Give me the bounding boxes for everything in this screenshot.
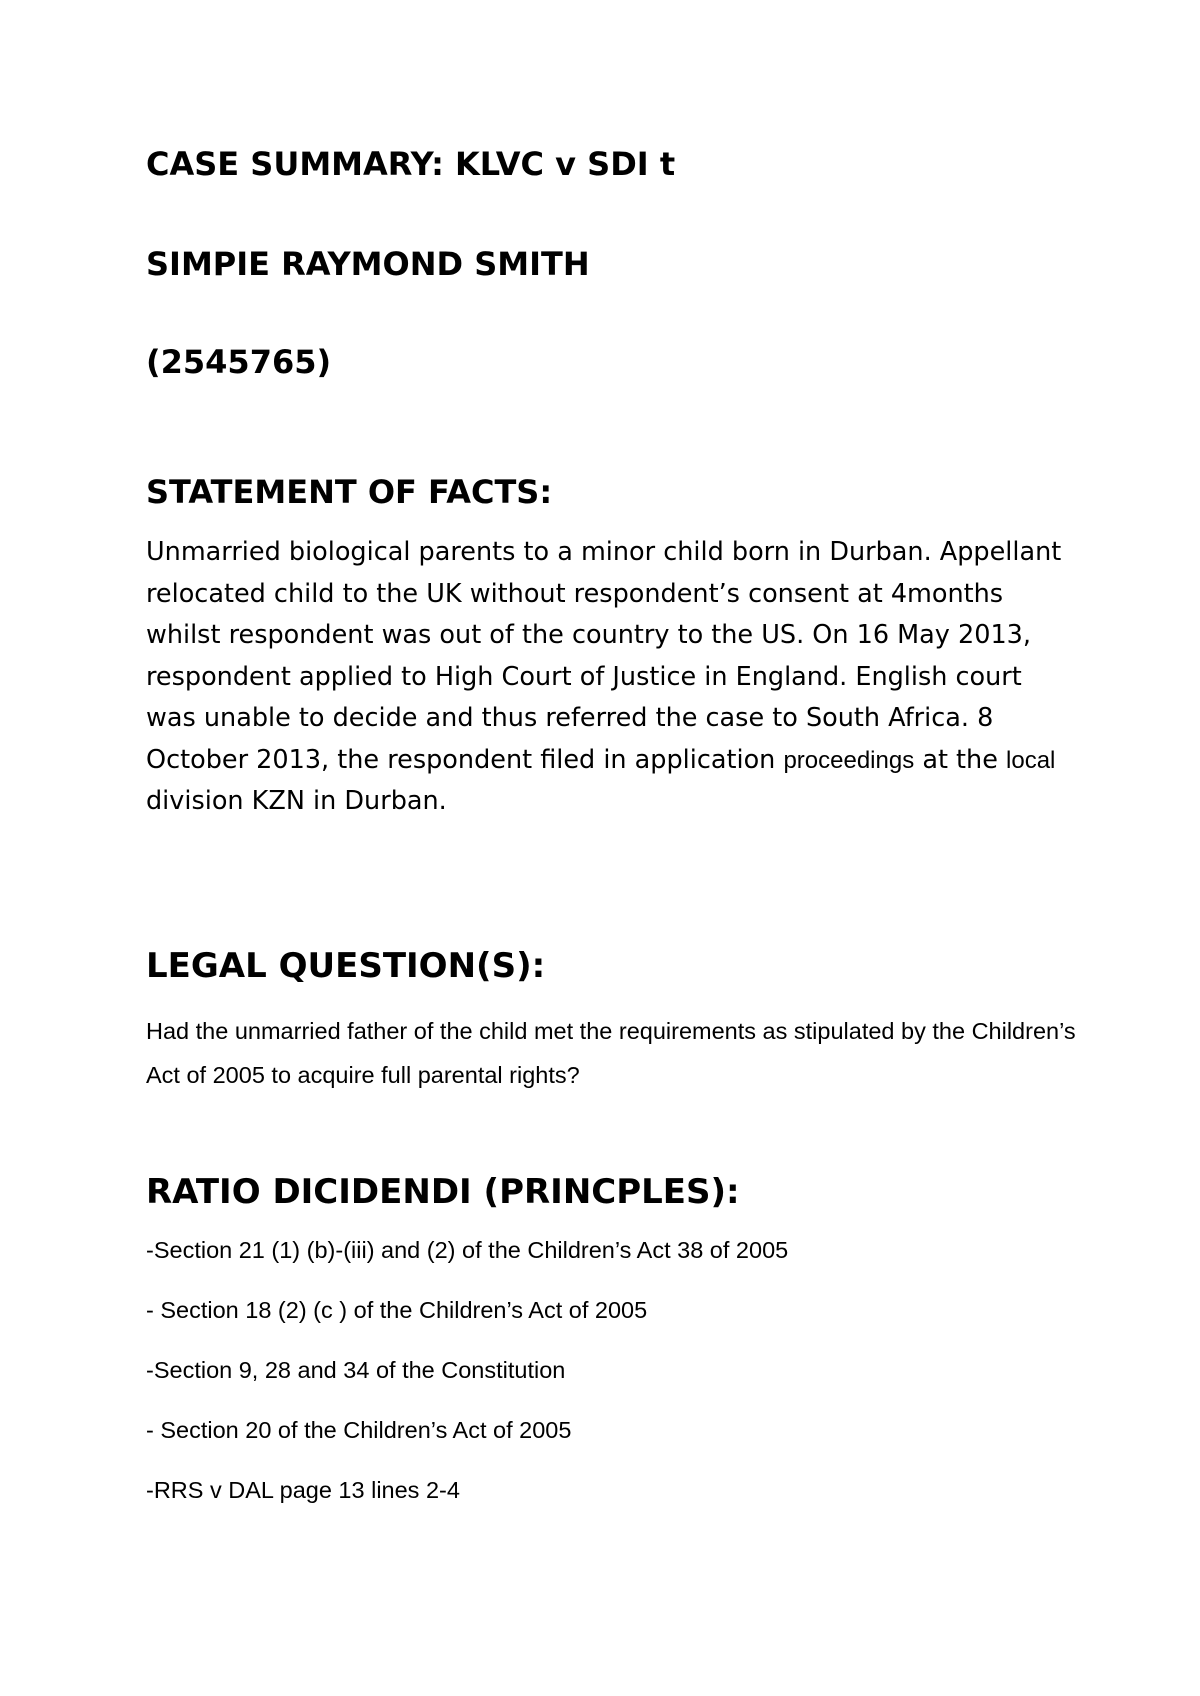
ratio-list <box>146 1236 788 1536</box>
facts-heading: STATEMENT OF FACTS: <box>146 473 553 511</box>
facts-paragraph <box>146 532 1076 823</box>
ratio-item: - Section 20 of the Children’s Act of 2005 <box>146 1417 572 1443</box>
ratio-item: -Section 9, 28 and 34 of the Constitution <box>146 1357 566 1383</box>
legal-questions-paragraph: Had the unmarried father of the child met the requirements as stipulated by the Children’s Act of 2005 to acquire full parental rights? <box>146 1018 1076 1088</box>
facts-text-part2: at the <box>914 744 1007 775</box>
ratio-item: - Section 18 (2) (c ) of the Children’s Act of 2005 <box>146 1297 648 1323</box>
ratio-heading: RATIO DICIDENDI (PRINCPLES): <box>146 1172 740 1212</box>
ratio-item: -RRS v DAL page 13 lines 2-4 <box>146 1477 460 1503</box>
student-number: (2545765) <box>146 343 332 381</box>
ratio-item: -Section 21 (1) (b)-(iii) and (2) of the Children’s Act 38 of 2005 <box>146 1237 789 1263</box>
case-title: CASE SUMMARY: KLVC v SDI t <box>146 145 676 183</box>
facts-text-part1: Unmarried biological parents to a minor child born in Durban. Appellant relocated child to the UK without respondent’s consent at 4months whilst respondent was out of the country to the US. On 16 May 2013, respondent applied to High Court of Justice in England. English court was unable to decide and thus referred the case to South Africa. 8 October 2013, the respondent filed in application <box>146 537 1062 775</box>
student-name: SIMPIE RAYMOND SMITH <box>146 245 590 283</box>
facts-text-proceedings: proceedings <box>783 746 915 774</box>
facts-text-local: local <box>1006 746 1056 774</box>
legal-questions-heading: LEGAL QUESTION(S): <box>146 946 546 986</box>
facts-text-part3: division KZN in Durban. <box>146 786 447 816</box>
